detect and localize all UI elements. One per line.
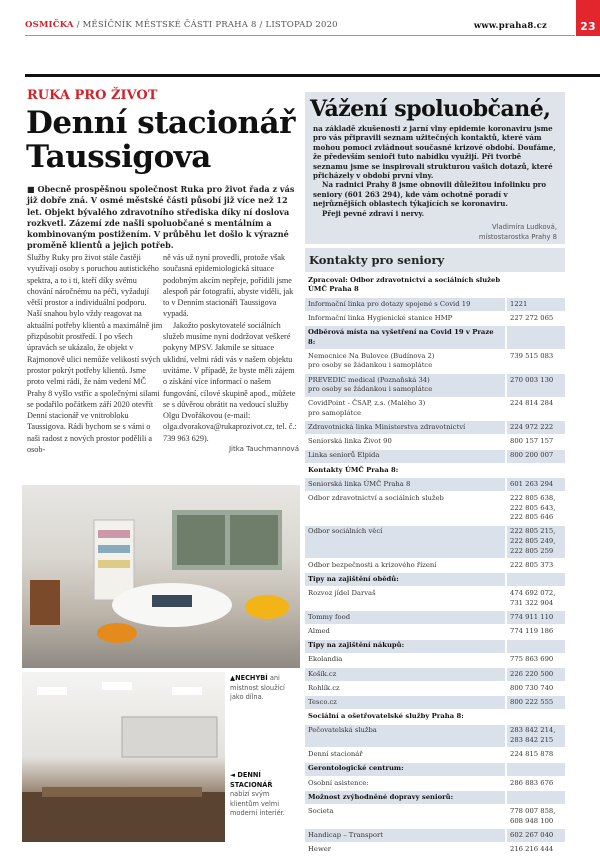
caption-bold: ▲NECHYBÍ	[230, 674, 268, 682]
article-column-1	[27, 252, 163, 455]
contact-label: Denní stacionář	[305, 748, 506, 762]
paragraph: Přeji pevné zdraví i nervy.	[322, 208, 425, 218]
contact-number: 226 220 500	[506, 667, 565, 681]
contact-label: Societa	[305, 805, 506, 829]
contact-label: Tipy na zajištění obědů:	[305, 573, 506, 587]
contact-number: 601 263 294	[506, 478, 565, 492]
contact-number	[506, 326, 565, 350]
contact-label: Gerontologické centrum:	[305, 762, 506, 776]
contacts-row	[305, 435, 565, 449]
contact-number	[506, 463, 565, 477]
contacts-row	[305, 667, 565, 681]
contact-number: 270 003 130	[506, 373, 565, 397]
contact-number: 222 805 215, 222 805 249, 222 805 259	[506, 525, 565, 558]
contacts-row	[305, 776, 565, 790]
contact-number: 775 863 690	[506, 653, 565, 667]
contact-number: 224 972 222	[506, 421, 565, 435]
contacts-row	[305, 653, 565, 667]
contact-label: Možnost zvýhodněné dopravy seniorů:	[305, 790, 506, 804]
contact-number	[506, 573, 565, 587]
author-name: Vladimíra Ludková,	[491, 223, 557, 232]
contact-number: 800 200 007	[506, 449, 565, 463]
contacts-section-row	[305, 573, 565, 587]
contacts-section-row	[305, 274, 565, 297]
photo-workshop-room	[22, 672, 225, 842]
contact-number: 224 814 284	[506, 397, 565, 421]
contacts-row	[305, 297, 565, 311]
contact-label: CovidPoint - ČSAP, z.s. (Malého 3) pro samoplátce	[305, 397, 506, 421]
caption-bold: ◄ DENNÍ STACIONÁŘ	[230, 771, 273, 789]
photo-illustration	[22, 485, 300, 668]
contact-number: 216 216 444	[506, 843, 565, 857]
contact-number: 1221	[506, 297, 565, 311]
contacts-row	[305, 311, 565, 325]
contacts-section-row	[305, 639, 565, 653]
contact-label: Seniorská linka Život 90	[305, 435, 506, 449]
contact-number: 739 515 083	[506, 349, 565, 373]
contact-label: Osobní asistence:	[305, 776, 506, 790]
contact-number: 800 157 157	[506, 435, 565, 449]
contacts-row	[305, 724, 565, 748]
contact-label: Odbor bezpečnosti a krizového řízení	[305, 558, 506, 572]
caption-text: ani místnost sloužící jako dílna.	[230, 674, 285, 701]
letter-box	[305, 92, 565, 244]
contacts-row	[305, 492, 565, 525]
contact-label: Odbor zdravotnictví a sociálních služeb	[305, 492, 506, 525]
contact-label: Odběrová místa na vyšetření na Covid 19 v Praze 8:	[305, 326, 506, 350]
article-lead: ■ Obecně prospěšnou společnost Ruka pro život řada z vás již dobře zná. V osmé městské části působí již více než 12 let. Objekt bývalého zdravotního střediska díky ní doslova rozkvetl. Zázemí zde našli spoluobčané s mentálním a kombinovaným postižením. V průběhu let došlo k výrazné proměně klientů a jejich potřeb.	[27, 184, 295, 251]
contact-number: 474 692 072, 731 322 904	[506, 587, 565, 611]
contact-label: Rozvoz jídel Darvaš	[305, 587, 506, 611]
contact-number: 800 222 555	[506, 696, 565, 710]
contacts-row	[305, 748, 565, 762]
paragraph: Jakožto poskytovatelé sociálních služeb musíme nyní dodržovat veškeré pokyny MPSV. Jakmile se situace uklidní, velmi rádi vás v našem objektu uvítáme. V případě, že byste měli zájem o získání více informací o našem fungování, cílové skupině apod., můžete se s důvěrou obrátit na vedoucí služby Olgu Dvořákovou (e-mail: olga.dvorakova@rukaprozivot.cz, tel. č.: 739 963 629).	[163, 320, 297, 443]
contact-label: Zpracoval: Odbor zdravotnictví a sociálních služeb ÚMČ Praha 8	[305, 274, 506, 297]
contact-number: 286 883 676	[506, 776, 565, 790]
contacts-row	[305, 587, 565, 611]
contact-label: Tommy food	[305, 611, 506, 625]
contacts-section-row	[305, 762, 565, 776]
contact-number	[506, 274, 565, 297]
contact-number: 227 272 065	[506, 311, 565, 325]
contact-label: Seniorská linka ÚMČ Praha 8	[305, 478, 506, 492]
page-header	[25, 20, 596, 36]
contact-number: 222 805 638, 222 805 643, 222 805 646	[506, 492, 565, 525]
letter-author	[305, 222, 565, 242]
contact-label: Hewer	[305, 843, 506, 857]
magazine-brand: OSMIČKA	[25, 20, 74, 30]
article-kicker: RUKA PRO ŽIVOT	[27, 88, 158, 103]
contacts-section-row	[305, 326, 565, 350]
author-role: místostarostka Prahy 8	[478, 233, 557, 242]
contacts-row	[305, 828, 565, 842]
contact-number: 602 267 040	[506, 828, 565, 842]
contacts-row	[305, 478, 565, 492]
header-rule	[25, 74, 600, 77]
contact-label: PREVEDIC medical (Poznaňská 34) pro osoby se žádankou i samoplátce	[305, 373, 506, 397]
letter-title: Vážení spoluobčané,	[310, 96, 551, 122]
contacts-row	[305, 349, 565, 373]
contact-number	[506, 762, 565, 776]
contacts-row	[305, 682, 565, 696]
contact-label: Tesco.cz	[305, 696, 506, 710]
contacts-row	[305, 397, 565, 421]
contact-label: Pečovatelská služba	[305, 724, 506, 748]
contacts-row	[305, 611, 565, 625]
contact-number: 774 119 186	[506, 625, 565, 639]
contact-label: Tipy na zajištění nákupů:	[305, 639, 506, 653]
contact-label: Nemocnice Na Bulovce (Budínova 2) pro osoby se žádankou i samoplátce	[305, 349, 506, 373]
contacts-row	[305, 625, 565, 639]
contact-number: 800 730 740	[506, 682, 565, 696]
contact-label: Sociální a ošetřovatelské služby Praha 8:	[305, 710, 506, 724]
photo-day-center-room	[22, 485, 300, 668]
contact-label: Košík.cz	[305, 667, 506, 681]
paragraph: na základě zkušenosti z jarní vlny epidemie koronaviru jsme pro vás připravili seznam užitečných kontaktů, které vám mohou pomoci zvládnout současné krizové období. Doufáme, že především senioři tuto nabídku využijí. Při tvorbě seznamu jsme se inspirovali strukturou vašich dotazů, které přicházely v období první vlny.	[313, 124, 556, 181]
title-line: Denní stacionář	[26, 105, 295, 141]
paragraph: ně vás už nyní provedli, protože však současná epidemiologická situace podobným akcím nepřeje, pořídili jsme alespoň pár fotografií, abyste viděli, jak to v Denním stacionáři Taussigova vypadá.	[163, 253, 294, 319]
magazine-subtitle: / MĚSÍČNÍK MĚSTSKÉ ČÁSTI PRAHA 8 / LISTOPAD 2020	[73, 20, 338, 30]
page-number: 23	[576, 0, 600, 36]
contacts-row	[305, 696, 565, 710]
contact-number: 222 805 373	[506, 558, 565, 572]
photo-caption-1	[230, 674, 300, 703]
contact-number	[506, 639, 565, 653]
paragraph: Služby Ruky pro život stále častěji využívají osoby s poruchou autistického spektra, a to i ti, kteří díky svému chování náročnému na péči, vyžadují větší prostor a individuální podporu. Naší snahou bylo vždy reagovat na aktuální potřeby klientů a maximálně jim přizpůsobit prostředí. I po všech úpravách se ukázalo, že objekt v Rajmonově ulici nemůže velikostí svých prostor pokrýt potřeby klientů. Jsme proto velmi rádi, že nám vedení MČ Prahy 8 vyšlo vstříc a společnými silami se podařilo počátkem září 2020 otevřít Denní stacionář ve vnitrobloku Taussigova. Rádi bychom se s vámi o naši radost z nových prostor podělili a osob-	[27, 253, 163, 455]
contact-number: 224 815 878	[506, 748, 565, 762]
contacts-row	[305, 449, 565, 463]
contact-label: Almed	[305, 625, 506, 639]
article-column-2	[163, 252, 299, 455]
contacts-row	[305, 805, 565, 829]
article-title	[26, 106, 295, 174]
contacts-table	[305, 274, 565, 857]
contacts-row	[305, 421, 565, 435]
photo-caption-2	[230, 771, 290, 819]
contact-number	[506, 790, 565, 804]
contact-label: Kontakty ÚMČ Praha 8:	[305, 463, 506, 477]
contacts-section-row	[305, 790, 565, 804]
contact-number	[506, 710, 565, 724]
article-author: Jitka Tauchmannová	[228, 445, 299, 454]
contact-label: Informační linka pro dotazy spojené s Covid 19	[305, 297, 506, 311]
contact-label: Informační linka Hygienické stanice HMP	[305, 311, 506, 325]
contacts-section-row	[305, 463, 565, 477]
contact-label: Rohlík.cz	[305, 682, 506, 696]
contact-label: Handicap – Transport	[305, 828, 506, 842]
photo-illustration	[22, 672, 225, 842]
contacts-row	[305, 525, 565, 558]
contact-label: Odbor sociálních věcí	[305, 525, 506, 558]
contacts-row	[305, 558, 565, 572]
contact-label: Ekolandia	[305, 653, 506, 667]
website: www.praha8.cz	[473, 21, 547, 31]
contact-number: 778 007 858, 608 948 100	[506, 805, 565, 829]
letter-body	[305, 122, 565, 218]
caption-text: nabízí svým klientům velmi moderní interiér.	[230, 790, 285, 817]
contacts-title: Kontakty pro seniory	[305, 248, 565, 272]
contacts-row	[305, 373, 565, 397]
contact-number: 283 842 214, 283 842 215	[506, 724, 565, 748]
contact-number: 774 911 110	[506, 611, 565, 625]
contacts-section-row	[305, 710, 565, 724]
contact-label: Zdravotnická linka Ministerstva zdravotnictví	[305, 421, 506, 435]
title-line: Taussigova	[26, 139, 211, 175]
contacts-row	[305, 843, 565, 857]
contact-label: Linka seniorů Elpida	[305, 449, 506, 463]
paragraph: Na radnici Prahy 8 jsme obnovili důležitou infolinku pro seniory (601 263 294), kde vám ochotně poradí v nejrůznějších oblastech týkajících se koronaviru.	[313, 180, 547, 209]
